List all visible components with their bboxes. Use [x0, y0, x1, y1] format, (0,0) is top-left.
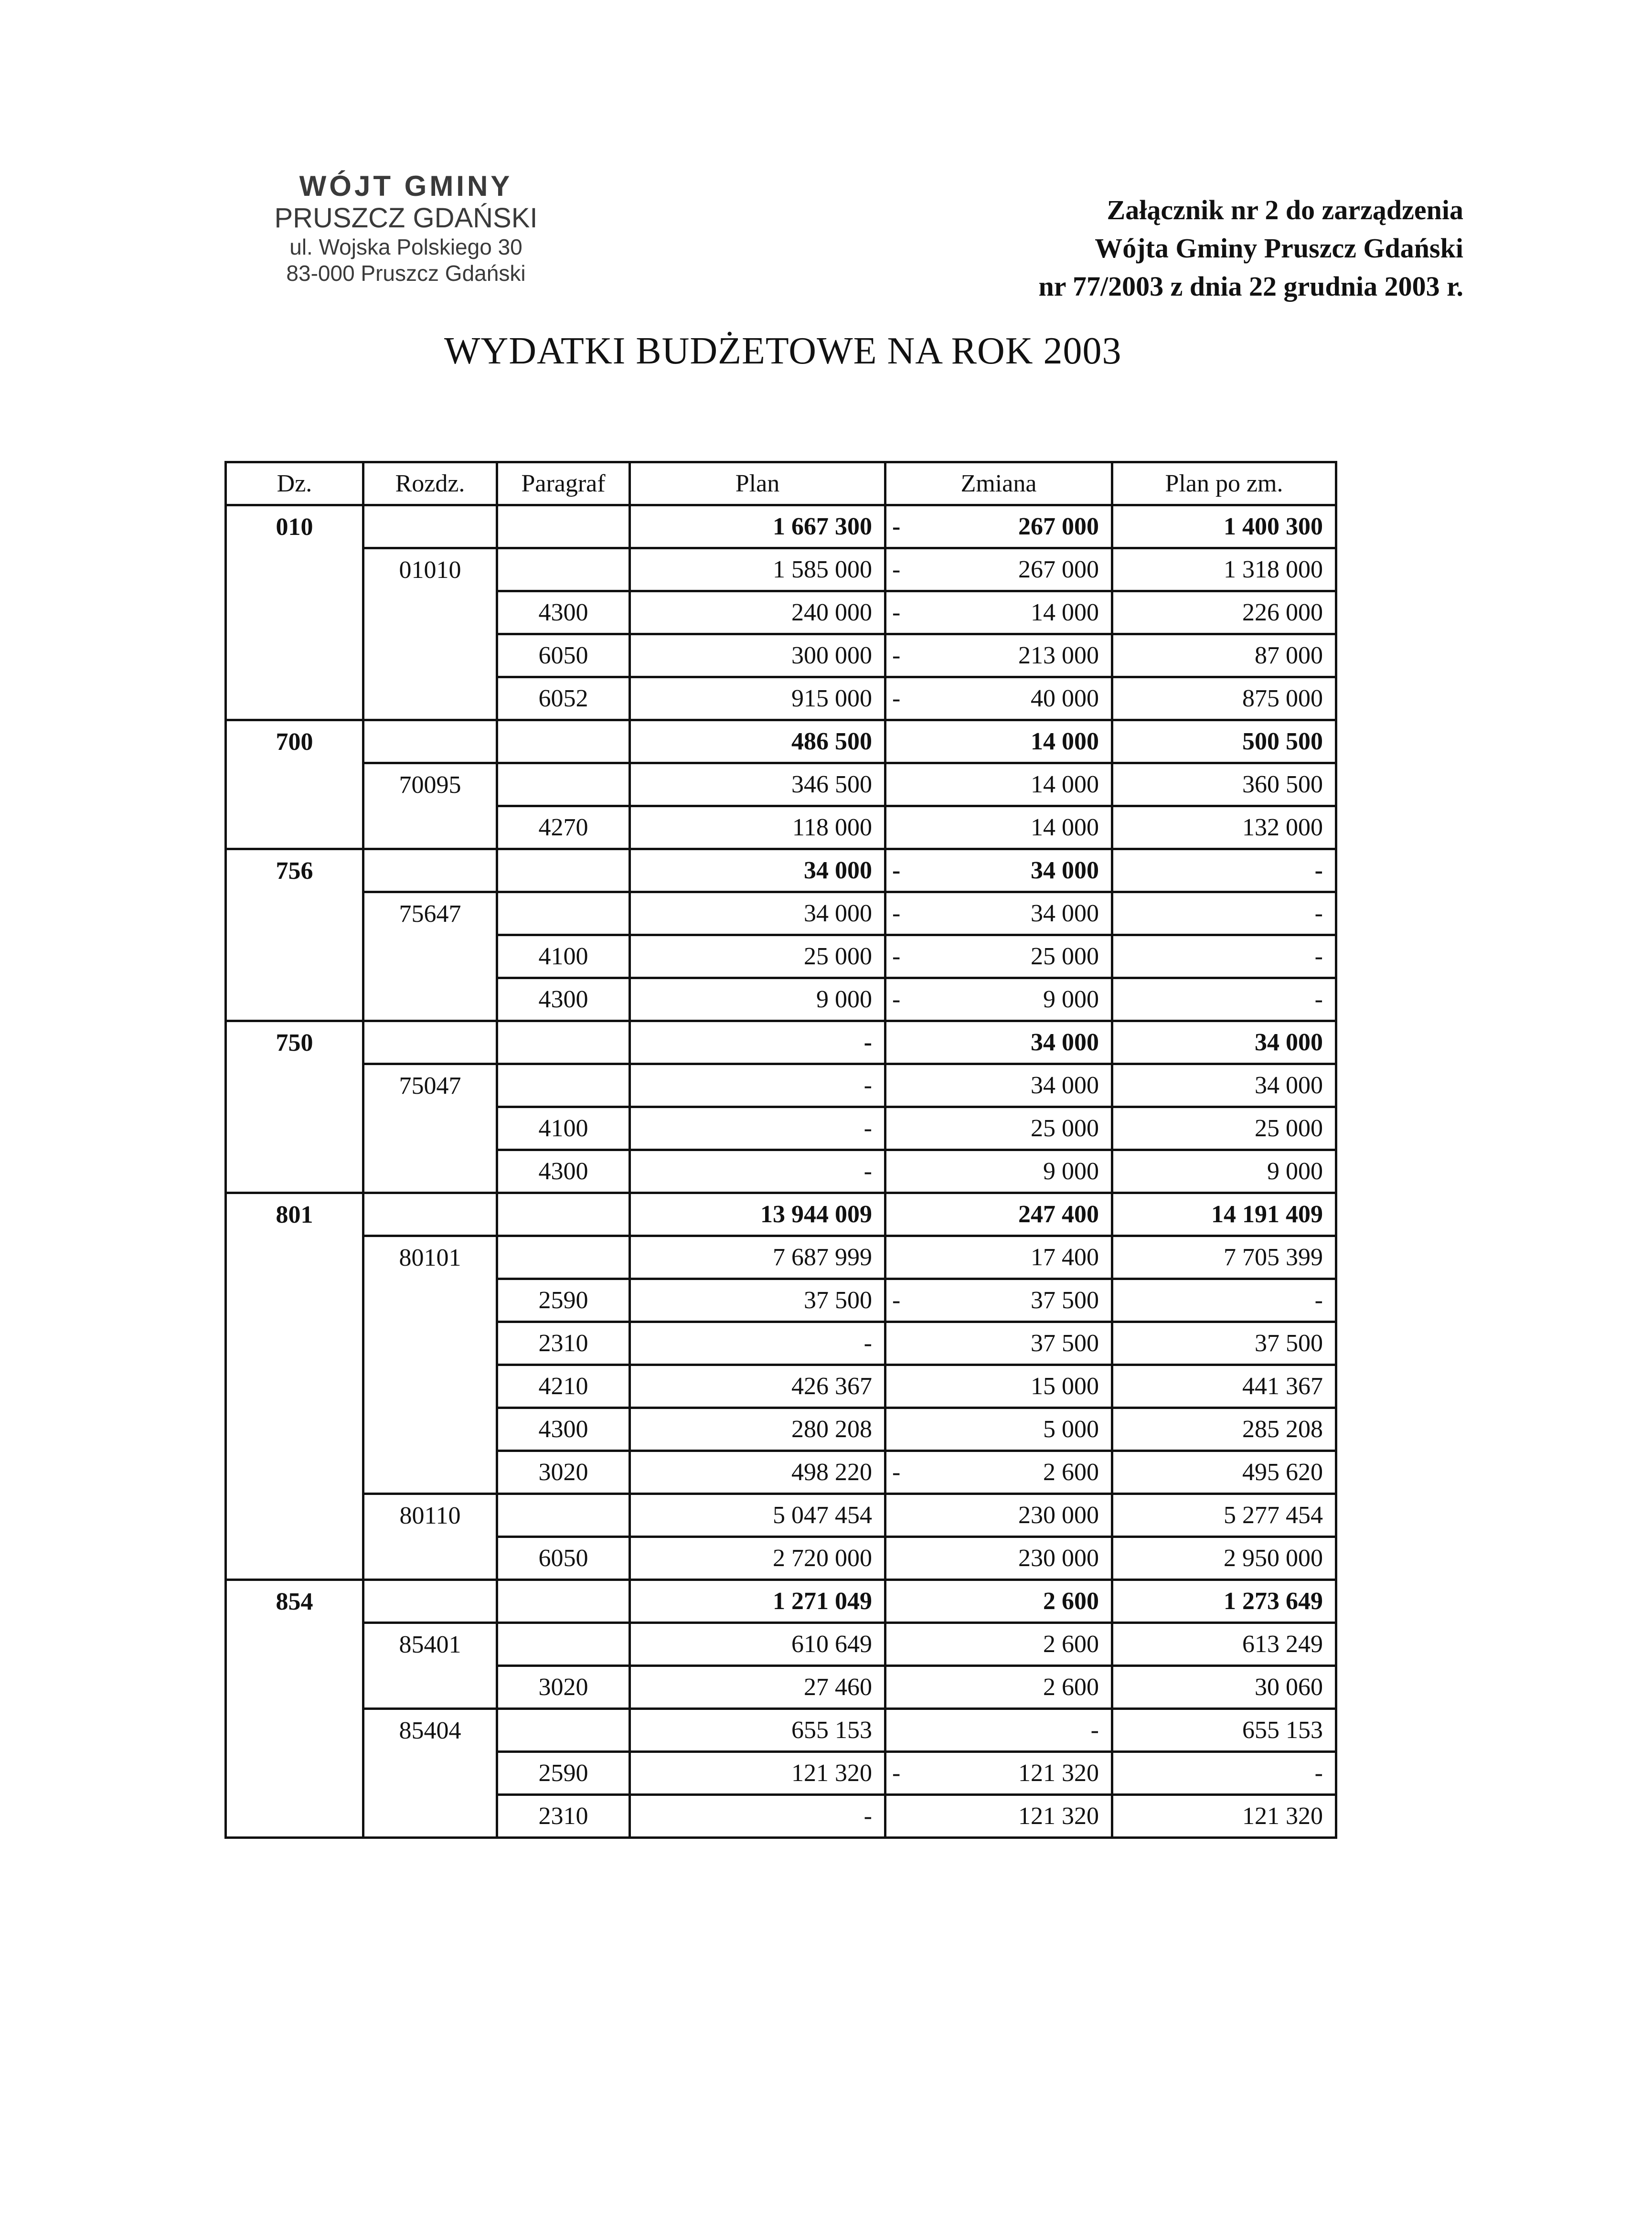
stamp-postal-code: 83-000 Pruszcz Gdański — [286, 261, 526, 286]
annex-note — [842, 191, 1463, 306]
cell-zmiana — [885, 892, 1112, 935]
cell-plan-po-zm: 37 500 — [1112, 1322, 1336, 1365]
cell-paragraf: 6052 — [497, 677, 630, 720]
zmiana-value: 34 000 — [1031, 857, 1099, 884]
cell-dz — [226, 1537, 363, 1580]
cell-rozdz: 75647 — [363, 892, 497, 935]
minus-sign: - — [892, 1760, 901, 1787]
cell-dz — [226, 935, 363, 978]
cell-paragraf — [497, 763, 630, 806]
cell-rozdz — [363, 1752, 497, 1795]
cell-rozdz — [363, 1107, 497, 1150]
table-row — [226, 1064, 1336, 1107]
cell-plan: - — [630, 1322, 885, 1365]
cell-dz — [226, 1623, 363, 1666]
minus-sign: - — [892, 513, 901, 540]
table-row — [226, 591, 1336, 634]
cell-plan-po-zm: - — [1112, 935, 1336, 978]
cell-plan: 37 500 — [630, 1279, 885, 1322]
table-row — [226, 1279, 1336, 1322]
cell-zmiana — [885, 1236, 1112, 1279]
header-paragraf: Paragraf — [497, 462, 630, 505]
cell-paragraf: 4100 — [497, 935, 630, 978]
cell-paragraf — [497, 1021, 630, 1064]
cell-dz — [226, 548, 363, 591]
cell-rozdz — [363, 978, 497, 1021]
cell-zmiana — [885, 1709, 1112, 1752]
cell-plan-po-zm: 500 500 — [1112, 720, 1336, 763]
table-row — [226, 1752, 1336, 1795]
cell-zmiana — [885, 677, 1112, 720]
cell-rozdz: 01010 — [363, 548, 497, 591]
cell-zmiana — [885, 1580, 1112, 1623]
cell-paragraf: 3020 — [497, 1451, 630, 1494]
annex-line-2: Wójta Gminy Pruszcz Gdański — [1095, 233, 1463, 264]
cell-plan-po-zm: 655 153 — [1112, 1709, 1336, 1752]
minus-sign: - — [892, 900, 901, 927]
table-row — [226, 763, 1336, 806]
cell-plan-po-zm: 121 320 — [1112, 1795, 1336, 1838]
cell-plan-po-zm: 226 000 — [1112, 591, 1336, 634]
cell-zmiana — [885, 1193, 1112, 1236]
cell-zmiana — [885, 1365, 1112, 1408]
cell-plan: 240 000 — [630, 591, 885, 634]
table-row — [226, 1322, 1336, 1365]
zmiana-value: 2 600 — [1043, 1459, 1099, 1486]
table-row — [226, 505, 1336, 548]
table-header-row — [226, 462, 1336, 505]
cell-plan-po-zm: 285 208 — [1112, 1408, 1336, 1451]
cell-plan-po-zm: 25 000 — [1112, 1107, 1336, 1150]
cell-dz — [226, 1279, 363, 1322]
cell-plan-po-zm: - — [1112, 849, 1336, 892]
cell-rozdz — [363, 806, 497, 849]
cell-paragraf — [497, 1236, 630, 1279]
cell-zmiana — [885, 1021, 1112, 1064]
stamp-line-1: WÓJT GMINY — [299, 170, 513, 202]
cell-dz — [226, 806, 363, 849]
zmiana-value: 2 600 — [1043, 1674, 1099, 1701]
table-row — [226, 1236, 1336, 1279]
zmiana-value: - — [1090, 1717, 1099, 1744]
zmiana-value: 34 000 — [1031, 1072, 1099, 1099]
cell-plan: - — [630, 1021, 885, 1064]
cell-dz — [226, 1150, 363, 1193]
cell-plan: 27 460 — [630, 1666, 885, 1709]
cell-zmiana — [885, 1064, 1112, 1107]
cell-rozdz — [363, 1580, 497, 1623]
cell-dz: 700 — [226, 720, 363, 763]
cell-paragraf — [497, 1064, 630, 1107]
zmiana-value: 25 000 — [1031, 1115, 1099, 1142]
cell-rozdz — [363, 849, 497, 892]
header-dz: Dz. — [226, 462, 363, 505]
header-plan-po-zm: Plan po zm. — [1112, 462, 1336, 505]
cell-plan: - — [630, 1064, 885, 1107]
cell-paragraf — [497, 720, 630, 763]
cell-plan: 34 000 — [630, 892, 885, 935]
cell-paragraf: 4210 — [497, 1365, 630, 1408]
cell-paragraf — [497, 1580, 630, 1623]
cell-paragraf — [497, 1193, 630, 1236]
cell-plan: 34 000 — [630, 849, 885, 892]
cell-paragraf — [497, 892, 630, 935]
cell-plan: 610 649 — [630, 1623, 885, 1666]
cell-rozdz — [363, 591, 497, 634]
cell-rozdz: 70095 — [363, 763, 497, 806]
cell-paragraf: 4300 — [497, 591, 630, 634]
cell-plan: 1 585 000 — [630, 548, 885, 591]
cell-paragraf — [497, 1709, 630, 1752]
zmiana-value: 14 000 — [1031, 599, 1099, 626]
cell-zmiana — [885, 935, 1112, 978]
cell-plan-po-zm: - — [1112, 1752, 1336, 1795]
cell-paragraf — [497, 505, 630, 548]
minus-sign: - — [892, 986, 901, 1013]
cell-plan-po-zm: 30 060 — [1112, 1666, 1336, 1709]
cell-rozdz: 75047 — [363, 1064, 497, 1107]
zmiana-value: 14 000 — [1031, 771, 1099, 798]
cell-plan-po-zm: 875 000 — [1112, 677, 1336, 720]
cell-plan-po-zm: 2 950 000 — [1112, 1537, 1336, 1580]
cell-paragraf: 4300 — [497, 1408, 630, 1451]
minus-sign: - — [892, 1287, 901, 1314]
cell-dz — [226, 1709, 363, 1752]
cell-paragraf: 2310 — [497, 1795, 630, 1838]
cell-plan: 486 500 — [630, 720, 885, 763]
zmiana-value: 9 000 — [1043, 986, 1099, 1013]
cell-paragraf — [497, 1494, 630, 1537]
cell-plan: - — [630, 1150, 885, 1193]
cell-dz: 801 — [226, 1193, 363, 1236]
minus-sign: - — [892, 556, 901, 583]
cell-rozdz — [363, 1150, 497, 1193]
table-row — [226, 1365, 1336, 1408]
cell-rozdz — [363, 1537, 497, 1580]
cell-plan: 13 944 009 — [630, 1193, 885, 1236]
cell-plan: 1 271 049 — [630, 1580, 885, 1623]
cell-rozdz — [363, 1322, 497, 1365]
cell-paragraf: 6050 — [497, 634, 630, 677]
table-row — [226, 1107, 1336, 1150]
stamp-line-2: PRUSZCZ GDAŃSKI — [274, 203, 538, 234]
cell-dz — [226, 1365, 363, 1408]
cell-paragraf: 2590 — [497, 1279, 630, 1322]
cell-plan-po-zm: - — [1112, 978, 1336, 1021]
cell-zmiana — [885, 1795, 1112, 1838]
zmiana-value: 230 000 — [1018, 1545, 1099, 1572]
minus-sign: - — [892, 599, 901, 626]
cell-plan-po-zm: 360 500 — [1112, 763, 1336, 806]
cell-plan-po-zm: 495 620 — [1112, 1451, 1336, 1494]
cell-zmiana — [885, 505, 1112, 548]
header-plan: Plan — [630, 462, 885, 505]
cell-paragraf: 2310 — [497, 1322, 630, 1365]
zmiana-value: 2 600 — [1043, 1588, 1099, 1615]
zmiana-value: 34 000 — [1031, 1029, 1099, 1056]
table-row — [226, 720, 1336, 763]
zmiana-value: 230 000 — [1018, 1502, 1099, 1529]
cell-paragraf — [497, 1623, 630, 1666]
cell-plan-po-zm: 34 000 — [1112, 1021, 1336, 1064]
cell-zmiana — [885, 1322, 1112, 1365]
zmiana-value: 213 000 — [1018, 642, 1099, 669]
cell-plan-po-zm: 1 400 300 — [1112, 505, 1336, 548]
cell-rozdz — [363, 720, 497, 763]
cell-zmiana — [885, 1623, 1112, 1666]
cell-plan: 426 367 — [630, 1365, 885, 1408]
cell-plan-po-zm: - — [1112, 1279, 1336, 1322]
cell-plan: 300 000 — [630, 634, 885, 677]
cell-plan-po-zm: 132 000 — [1112, 806, 1336, 849]
zmiana-value: 37 500 — [1031, 1330, 1099, 1357]
cell-zmiana — [885, 1494, 1112, 1537]
cell-rozdz — [363, 1279, 497, 1322]
cell-zmiana — [885, 720, 1112, 763]
cell-zmiana — [885, 1150, 1112, 1193]
cell-dz: 854 — [226, 1580, 363, 1623]
cell-plan: 121 320 — [630, 1752, 885, 1795]
table-row — [226, 1193, 1336, 1236]
cell-rozdz: 85404 — [363, 1709, 497, 1752]
cell-plan-po-zm: 7 705 399 — [1112, 1236, 1336, 1279]
cell-dz — [226, 1236, 363, 1279]
cell-plan-po-zm: 5 277 454 — [1112, 1494, 1336, 1537]
stamp-address: ul. Wojska Polskiego 30 — [289, 235, 522, 259]
zmiana-value: 121 320 — [1018, 1760, 1099, 1787]
cell-dz — [226, 1451, 363, 1494]
table-row — [226, 1666, 1336, 1709]
table-row — [226, 677, 1336, 720]
zmiana-value: 267 000 — [1018, 556, 1099, 583]
cell-dz: 010 — [226, 505, 363, 548]
cell-plan-po-zm: 1 273 649 — [1112, 1580, 1336, 1623]
cell-dz — [226, 634, 363, 677]
header-rozdz: Rozdz. — [363, 462, 497, 505]
table-row — [226, 1494, 1336, 1537]
cell-paragraf: 4300 — [497, 978, 630, 1021]
table-row — [226, 1451, 1336, 1494]
zmiana-value: 15 000 — [1031, 1373, 1099, 1400]
annex-line-1: Załącznik nr 2 do zarządzenia — [1107, 194, 1463, 225]
cell-dz — [226, 1752, 363, 1795]
cell-plan-po-zm: 613 249 — [1112, 1623, 1336, 1666]
cell-plan: 1 667 300 — [630, 505, 885, 548]
cell-paragraf: 6050 — [497, 1537, 630, 1580]
cell-paragraf: 4270 — [497, 806, 630, 849]
zmiana-value: 37 500 — [1031, 1287, 1099, 1314]
cell-zmiana — [885, 1107, 1112, 1150]
zmiana-value: 267 000 — [1018, 513, 1099, 540]
table-body — [226, 505, 1336, 1838]
table-row — [226, 1623, 1336, 1666]
zmiana-value: 40 000 — [1031, 685, 1099, 712]
cell-dz — [226, 763, 363, 806]
cell-dz — [226, 892, 363, 935]
cell-zmiana — [885, 1752, 1112, 1795]
cell-plan: - — [630, 1107, 885, 1150]
cell-plan-po-zm: - — [1112, 892, 1336, 935]
cell-plan: 498 220 — [630, 1451, 885, 1494]
cell-dz — [226, 978, 363, 1021]
cell-plan-po-zm: 441 367 — [1112, 1365, 1336, 1408]
cell-plan-po-zm: 14 191 409 — [1112, 1193, 1336, 1236]
cell-dz: 750 — [226, 1021, 363, 1064]
cell-zmiana — [885, 978, 1112, 1021]
cell-paragraf — [497, 849, 630, 892]
cell-plan: 346 500 — [630, 763, 885, 806]
cell-zmiana — [885, 591, 1112, 634]
table-row — [226, 1150, 1336, 1193]
cell-paragraf — [497, 548, 630, 591]
cell-rozdz: 80101 — [363, 1236, 497, 1279]
minus-sign: - — [892, 1459, 901, 1486]
table-row — [226, 1021, 1336, 1064]
cell-rozdz — [363, 677, 497, 720]
cell-paragraf: 4100 — [497, 1107, 630, 1150]
cell-plan: - — [630, 1795, 885, 1838]
cell-plan-po-zm: 87 000 — [1112, 634, 1336, 677]
cell-rozdz — [363, 634, 497, 677]
cell-dz — [226, 677, 363, 720]
zmiana-value: 247 400 — [1018, 1201, 1099, 1228]
cell-rozdz — [363, 1795, 497, 1838]
cell-paragraf: 2590 — [497, 1752, 630, 1795]
minus-sign: - — [892, 685, 901, 712]
cell-zmiana — [885, 1279, 1112, 1322]
table-row — [226, 806, 1336, 849]
cell-rozdz — [363, 1451, 497, 1494]
table-row — [226, 1537, 1336, 1580]
cell-rozdz — [363, 505, 497, 548]
cell-zmiana — [885, 806, 1112, 849]
annex-line-3: nr 77/2003 z dnia 22 grudnia 2003 r. — [1038, 271, 1463, 302]
cell-rozdz: 85401 — [363, 1623, 497, 1666]
zmiana-value: 34 000 — [1031, 900, 1099, 927]
cell-plan: 915 000 — [630, 677, 885, 720]
cell-dz — [226, 1107, 363, 1150]
cell-paragraf: 3020 — [497, 1666, 630, 1709]
zmiana-value: 5 000 — [1043, 1416, 1099, 1443]
cell-zmiana — [885, 1451, 1112, 1494]
zmiana-value: 2 600 — [1043, 1631, 1099, 1658]
page-title: WYDATKI BUDŻETOWE NA ROK 2003 — [444, 330, 1122, 372]
minus-sign: - — [892, 642, 901, 669]
table-row — [226, 892, 1336, 935]
cell-plan-po-zm: 9 000 — [1112, 1150, 1336, 1193]
cell-dz — [226, 1494, 363, 1537]
cell-rozdz — [363, 935, 497, 978]
cell-plan: 280 208 — [630, 1408, 885, 1451]
cell-zmiana — [885, 763, 1112, 806]
cell-rozdz — [363, 1021, 497, 1064]
table-row — [226, 1408, 1336, 1451]
cell-zmiana — [885, 634, 1112, 677]
zmiana-value: 9 000 — [1043, 1158, 1099, 1185]
cell-plan-po-zm: 34 000 — [1112, 1064, 1336, 1107]
zmiana-value: 121 320 — [1018, 1803, 1099, 1830]
cell-dz — [226, 1322, 363, 1365]
minus-sign: - — [892, 943, 901, 970]
cell-dz — [226, 591, 363, 634]
cell-dz — [226, 1795, 363, 1838]
budget-table — [224, 461, 1337, 1839]
cell-dz — [226, 1408, 363, 1451]
zmiana-value: 14 000 — [1031, 814, 1099, 841]
cell-zmiana — [885, 1666, 1112, 1709]
cell-dz: 756 — [226, 849, 363, 892]
cell-plan: 118 000 — [630, 806, 885, 849]
cell-dz — [226, 1064, 363, 1107]
header-zmiana: Zmiana — [885, 462, 1112, 505]
office-stamp — [258, 170, 554, 286]
cell-dz — [226, 1666, 363, 1709]
table-row — [226, 548, 1336, 591]
cell-rozdz — [363, 1408, 497, 1451]
cell-plan: 9 000 — [630, 978, 885, 1021]
table-row — [226, 1795, 1336, 1838]
cell-rozdz: 80110 — [363, 1494, 497, 1537]
table-row — [226, 849, 1336, 892]
table-row — [226, 978, 1336, 1021]
cell-zmiana — [885, 1408, 1112, 1451]
table-row — [226, 634, 1336, 677]
cell-paragraf: 4300 — [497, 1150, 630, 1193]
cell-zmiana — [885, 1537, 1112, 1580]
cell-zmiana — [885, 849, 1112, 892]
table-row — [226, 1709, 1336, 1752]
cell-zmiana — [885, 548, 1112, 591]
cell-rozdz — [363, 1193, 497, 1236]
table-row — [226, 1580, 1336, 1623]
zmiana-value: 25 000 — [1031, 943, 1099, 970]
cell-rozdz — [363, 1365, 497, 1408]
cell-plan: 5 047 454 — [630, 1494, 885, 1537]
zmiana-value: 17 400 — [1031, 1244, 1099, 1271]
cell-plan: 25 000 — [630, 935, 885, 978]
cell-plan: 7 687 999 — [630, 1236, 885, 1279]
cell-plan: 2 720 000 — [630, 1537, 885, 1580]
minus-sign: - — [892, 857, 901, 884]
cell-plan-po-zm: 1 318 000 — [1112, 548, 1336, 591]
zmiana-value: 14 000 — [1031, 728, 1099, 755]
cell-rozdz — [363, 1666, 497, 1709]
table-row — [226, 935, 1336, 978]
cell-plan: 655 153 — [630, 1709, 885, 1752]
